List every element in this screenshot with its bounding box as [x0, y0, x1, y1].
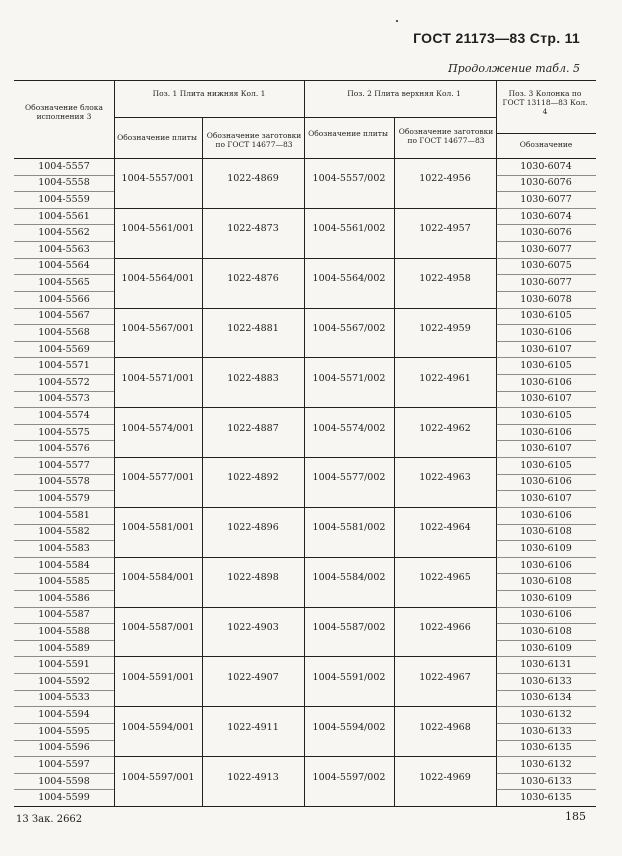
- plate-designation: 1004-5567/002: [312, 322, 386, 334]
- plate-designation: 1004-5557/001: [121, 173, 195, 185]
- blank-designation: 1022-4956: [419, 173, 471, 185]
- block-designation: 1004-5533: [38, 692, 90, 704]
- column-designation: 1030-6106: [520, 609, 572, 621]
- column-designation: 1030-6133: [520, 725, 572, 737]
- plate-designation: 1004-5571/001: [121, 372, 195, 384]
- blank-designation: 1022-4892: [227, 472, 279, 484]
- plate-designation: 1004-5574/001: [121, 422, 195, 434]
- plate-designation: 1004-5561/001: [121, 223, 195, 235]
- plate-designation: 1004-5581/002: [312, 522, 386, 534]
- block-designation: 1004-5591: [38, 659, 90, 671]
- column-designation: 1030-6106: [520, 426, 572, 438]
- blank-designation: 1022-4881: [227, 322, 279, 334]
- page-number: 185: [565, 810, 586, 823]
- blank-designation: 1022-4887: [227, 422, 279, 434]
- block-designation: 1004-5569: [38, 343, 90, 355]
- column-designation: 1030-6077: [520, 243, 572, 255]
- block-designation: 1004-5599: [38, 792, 90, 804]
- column-designation: 1030-6105: [520, 410, 572, 422]
- column-designation: 1030-6074: [520, 210, 572, 222]
- plate-designation: 1004-5597/001: [121, 771, 195, 783]
- column-designation: 1030-6077: [520, 194, 572, 206]
- block-designation: 1004-5559: [38, 194, 90, 206]
- column-designation: 1030-6107: [520, 443, 572, 455]
- block-designation: 1004-5567: [38, 310, 90, 322]
- plate-designation: 1004-5587/001: [121, 622, 195, 634]
- plate-designation: 1004-5561/002: [312, 223, 386, 235]
- column-designation: 1030-6135: [520, 742, 572, 754]
- blank-designation: 1022-4958: [419, 273, 471, 285]
- table-continued-label: Продолжение табл. 5: [448, 62, 580, 75]
- blank-designation: 1022-4907: [227, 671, 279, 683]
- block-designation: 1004-5572: [38, 376, 90, 388]
- header-pos2-blank: Обозначение заготовки по ГОСТ 14677—83: [398, 127, 494, 145]
- header-pos2-plate: Обозначение плиты: [308, 129, 388, 138]
- block-designation: 1004-5582: [38, 526, 90, 538]
- blank-designation: 1022-4873: [227, 223, 279, 235]
- block-designation: 1004-5579: [38, 493, 90, 505]
- header-pos2: Поз. 2 Плита верхняя Кол. 1: [347, 89, 461, 98]
- block-designation: 1004-5571: [38, 360, 90, 372]
- column-designation: 1030-6075: [520, 260, 572, 272]
- blank-designation: 1022-4869: [227, 173, 279, 185]
- header-pos1-plate: Обозначение плиты: [117, 133, 197, 142]
- block-designation: 1004-5573: [38, 393, 90, 405]
- block-designation: 1004-5574: [38, 410, 90, 422]
- column-designation: 1030-6131: [520, 659, 572, 671]
- header-divider: [496, 133, 596, 134]
- plate-designation: 1004-5591/002: [312, 671, 386, 683]
- block-designation: 1004-5576: [38, 443, 90, 455]
- blank-designation: 1022-4896: [227, 522, 279, 534]
- header-pos1-blank: Обозначение заготовки по ГОСТ 14677—83: [206, 131, 302, 149]
- column-designation: 1030-6106: [520, 376, 572, 388]
- column-border: [496, 81, 497, 806]
- blank-designation: 1022-4911: [227, 721, 279, 733]
- blank-designation: 1022-4961: [419, 372, 471, 384]
- plate-designation: 1004-5594/001: [121, 721, 195, 733]
- block-designation: 1004-5566: [38, 293, 90, 305]
- block-designation: 1004-5578: [38, 476, 90, 488]
- plate-designation: 1004-5597/002: [312, 771, 386, 783]
- column-designation: 1030-6108: [520, 526, 572, 538]
- block-designation: 1004-5598: [38, 775, 90, 787]
- column-designation: 1030-6132: [520, 758, 572, 770]
- column-designation: 1030-6106: [520, 476, 572, 488]
- blank-designation: 1022-4883: [227, 372, 279, 384]
- plate-designation: 1004-5564/001: [121, 273, 195, 285]
- column-designation: 1030-6106: [520, 559, 572, 571]
- blank-designation: 1022-4965: [419, 572, 471, 584]
- column-designation: 1030-6109: [520, 642, 572, 654]
- header-pos3-designation: Обозначение: [519, 140, 573, 149]
- page-title: ГОСТ 21173—83 Стр. 11: [413, 30, 580, 46]
- blank-designation: 1022-4962: [419, 422, 471, 434]
- block-designation: 1004-5577: [38, 459, 90, 471]
- column-designation: 1030-6135: [520, 792, 572, 804]
- block-designation: 1004-5561: [38, 210, 90, 222]
- column-designation: 1030-6107: [520, 393, 572, 405]
- blank-designation: 1022-4898: [227, 572, 279, 584]
- plate-designation: 1004-5591/001: [121, 671, 195, 683]
- scan-speck: [396, 20, 398, 22]
- block-designation: 1004-5557: [38, 160, 90, 172]
- column-designation: 1030-6108: [520, 626, 572, 638]
- blank-designation: 1022-4913: [227, 771, 279, 783]
- block-designation: 1004-5596: [38, 742, 90, 754]
- column-designation: 1030-6134: [520, 692, 572, 704]
- plate-designation: 1004-5584/001: [121, 572, 195, 584]
- blank-designation: 1022-4957: [419, 223, 471, 235]
- blank-designation: 1022-4967: [419, 671, 471, 683]
- block-designation: 1004-5583: [38, 542, 90, 554]
- column-designation: 1030-6109: [520, 542, 572, 554]
- block-designation: 1004-5597: [38, 758, 90, 770]
- header-block-designation: Обозначение блока исполнения 3: [25, 103, 103, 121]
- column-designation: 1030-6109: [520, 592, 572, 604]
- block-designation: 1004-5589: [38, 642, 90, 654]
- blank-designation: 1022-4876: [227, 273, 279, 285]
- block-designation: 1004-5564: [38, 260, 90, 272]
- column-designation: 1030-6106: [520, 326, 572, 338]
- plate-designation: 1004-5577/001: [121, 472, 195, 484]
- blank-designation: 1022-4903: [227, 622, 279, 634]
- block-designation: 1004-5587: [38, 609, 90, 621]
- column-designation: 1030-6133: [520, 775, 572, 787]
- print-order-note: 13 Зак. 2662: [16, 814, 83, 825]
- column-designation: 1030-6077: [520, 277, 572, 289]
- block-designation: 1004-5558: [38, 177, 90, 189]
- plate-designation: 1004-5581/001: [121, 522, 195, 534]
- column-designation: 1030-6105: [520, 310, 572, 322]
- blank-designation: 1022-4959: [419, 322, 471, 334]
- block-designation: 1004-5585: [38, 576, 90, 588]
- column-designation: 1030-6105: [520, 360, 572, 372]
- plate-designation: 1004-5571/002: [312, 372, 386, 384]
- header-divider: [114, 117, 496, 118]
- blank-designation: 1022-4969: [419, 771, 471, 783]
- table-5: [14, 80, 596, 807]
- column-designation: 1030-6074: [520, 160, 572, 172]
- block-designation: 1004-5581: [38, 509, 90, 521]
- column-designation: 1030-6106: [520, 509, 572, 521]
- plate-designation: 1004-5584/002: [312, 572, 386, 584]
- plate-designation: 1004-5567/001: [121, 322, 195, 334]
- block-designation: 1004-5568: [38, 326, 90, 338]
- block-designation: 1004-5594: [38, 709, 90, 721]
- column-designation: 1030-6107: [520, 493, 572, 505]
- column-designation: 1030-6076: [520, 227, 572, 239]
- plate-designation: 1004-5594/002: [312, 721, 386, 733]
- block-designation: 1004-5588: [38, 626, 90, 638]
- blank-designation: 1022-4963: [419, 472, 471, 484]
- column-designation: 1030-6107: [520, 343, 572, 355]
- column-designation: 1030-6076: [520, 177, 572, 189]
- plate-designation: 1004-5557/002: [312, 173, 386, 185]
- header-pos3: Поз. 3 Колонка по ГОСТ 13118—83 Кол. 4: [502, 89, 588, 116]
- block-designation: 1004-5563: [38, 243, 90, 255]
- column-designation: 1030-6108: [520, 576, 572, 588]
- column-designation: 1030-6132: [520, 709, 572, 721]
- plate-designation: 1004-5587/002: [312, 622, 386, 634]
- plate-designation: 1004-5574/002: [312, 422, 386, 434]
- block-designation: 1004-5584: [38, 559, 90, 571]
- block-designation: 1004-5586: [38, 592, 90, 604]
- block-designation: 1004-5565: [38, 277, 90, 289]
- block-designation: 1004-5592: [38, 675, 90, 687]
- column-designation: 1030-6133: [520, 675, 572, 687]
- plate-designation: 1004-5577/002: [312, 472, 386, 484]
- blank-designation: 1022-4966: [419, 622, 471, 634]
- block-designation: 1004-5575: [38, 426, 90, 438]
- plate-designation: 1004-5564/002: [312, 273, 386, 285]
- column-designation: 1030-6078: [520, 293, 572, 305]
- blank-designation: 1022-4968: [419, 721, 471, 733]
- blank-designation: 1022-4964: [419, 522, 471, 534]
- block-designation: 1004-5595: [38, 725, 90, 737]
- column-designation: 1030-6105: [520, 459, 572, 471]
- block-designation: 1004-5562: [38, 227, 90, 239]
- header-pos1: Поз. 1 Плита нижняя Кол. 1: [152, 89, 266, 98]
